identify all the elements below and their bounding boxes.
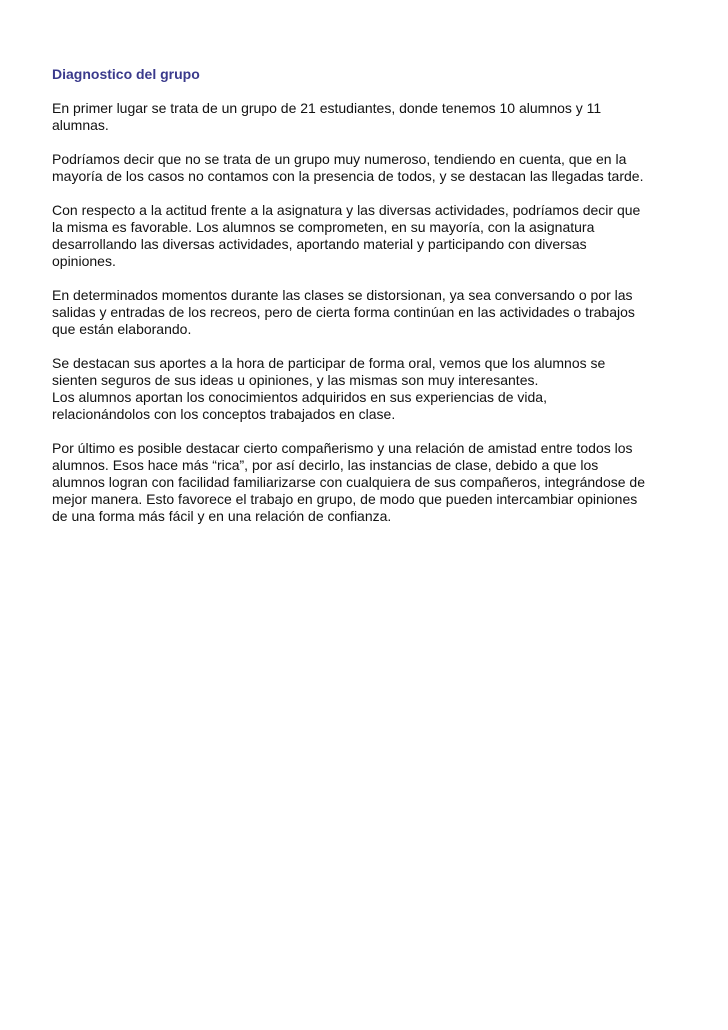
paragraph-line: En determinados momentos durante las clases se distorsionan, ya sea conversando o por las	[52, 287, 633, 303]
document-page	[52, 66, 692, 542]
paragraph-6	[52, 440, 692, 525]
paragraph-line: Los alumnos aportan los conocimientos adquiridos en sus experiencias de vida,	[52, 389, 547, 405]
paragraph-line: de una forma más fácil y en una relación de confianza.	[52, 508, 392, 524]
paragraph-line: la misma es favorable. Los alumnos se comprometen, en su mayoría, con la asignatura	[52, 219, 595, 235]
paragraph-line: sienten seguros de sus ideas u opiniones, y las mismas son muy interesantes.	[52, 372, 539, 388]
paragraph-line: alumnas.	[52, 117, 109, 133]
paragraph-line: desarrollando las diversas actividades, aportando material y participando con diversas	[52, 236, 587, 252]
paragraph-line: Podríamos decir que no se trata de un grupo muy numeroso, tendiendo en cuenta, que en la	[52, 151, 627, 167]
paragraph-1	[52, 100, 692, 134]
paragraph-line: Por último es posible destacar cierto compañerismo y una relación de amistad entre todos los	[52, 440, 633, 456]
paragraph-3	[52, 202, 692, 270]
paragraph-line: alumnos. Esos hace más “rica”, por así decirlo, las instancias de clase, debido a que los	[52, 457, 599, 473]
paragraph-4	[52, 287, 692, 338]
paragraph-line: Con respecto a la actitud frente a la asignatura y las diversas actividades, podríamos decir que	[52, 202, 641, 218]
paragraph-line: Se destacan sus aportes a la hora de participar de forma oral, vemos que los alumnos se	[52, 355, 606, 371]
paragraph-line: salidas y entradas de los recreos, pero de cierta forma continúan en las actividades o trabajos	[52, 304, 635, 320]
paragraph-5	[52, 355, 692, 423]
paragraph-line: mejor manera. Esto favorece el trabajo en grupo, de modo que pueden intercambiar opiniones	[52, 491, 638, 507]
paragraph-2	[52, 151, 692, 185]
document-title: Diagnostico del grupo	[52, 66, 200, 82]
paragraph-line: opiniones.	[52, 253, 116, 269]
paragraph-line: En primer lugar se trata de un grupo de 21 estudiantes, donde tenemos 10 alumnos y 11	[52, 100, 602, 116]
paragraph-line: relacionándolos con los conceptos trabajados en clase.	[52, 406, 396, 422]
paragraph-line: que están elaborando.	[52, 321, 192, 337]
paragraph-line: alumnos logran con facilidad familiarizarse con cualquiera de sus compañeros, integrándose de	[52, 474, 646, 490]
paragraph-line: mayoría de los casos no contamos con la presencia de todos, y se destacan las llegadas tarde.	[52, 168, 644, 184]
